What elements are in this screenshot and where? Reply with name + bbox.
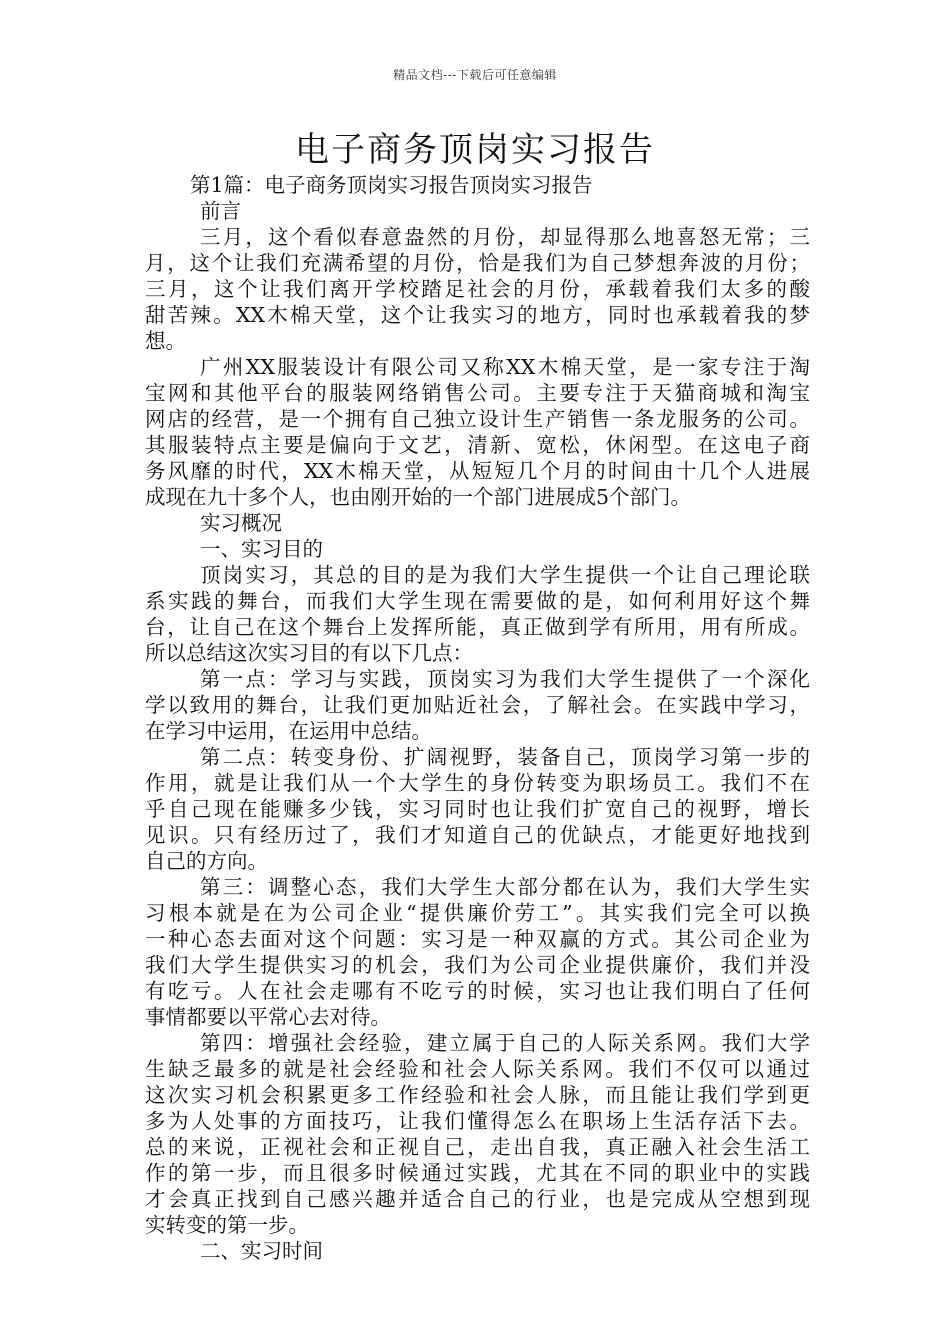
text-line: 三月，这个让我们离开学校踏足社会的月份，承载着我们太多的酸 (145, 277, 810, 301)
text-line: 系实践的舞台，而我们大学生现在需要做的是，如何利用好这个舞 (145, 589, 810, 613)
text-line: 才会真正找到自己感兴趣并适合自己的行业，也是完成从空想到现 (145, 1187, 810, 1211)
text-line: 广州XX服装设计有限公司又称XX木棉天堂，是一家专注于淘 (200, 355, 810, 379)
text-line: 三月，这个看似春意盎然的月份，却显得那么地喜怒无常；三 (200, 225, 810, 249)
text-line: 台，让自己在这个舞台上发挥所能，真正做到学有所用，用有所成。 (145, 615, 810, 639)
document-body (145, 172, 810, 1264)
text-line: 网店的经营，是一个拥有自己独立设计生产销售一条龙服务的公司。 (145, 407, 810, 431)
text-line: 月，这个让我们充满希望的月份，恰是我们为自己梦想奔波的月份； (145, 251, 810, 275)
text-line: 第一点：学习与实践，顶岗实习为我们大学生提供了一个深化 (200, 667, 810, 691)
text-line: 生缺乏最多的就是社会经验和社会人际关系网。我们不仅可以通过 (145, 1057, 810, 1081)
text-line: 有吃亏。人在社会走哪有不吃亏的时候，实习也让我们明白了任何 (145, 979, 810, 1003)
section-heading: 前言 (200, 199, 241, 223)
text-line: 第三：调整心态，我们大学生大部分都在认为，我们大学生实 (200, 875, 810, 899)
text-line: 总的来说，正视社会和正视自己，走出自我，真正融入社会生活工 (145, 1135, 810, 1159)
text-line: 实转变的第一步。 (145, 1213, 309, 1237)
text-line: 我们大学生提供实习的机会，我们为公司企业提供廉价，我们并没 (145, 953, 810, 977)
text-line: 自己的方向。 (145, 849, 268, 873)
text-line: 宝网和其他平台的服装网络销售公司。主要专注于天猫商城和淘宝 (145, 381, 810, 405)
text-line: 作用，就是让我们从一个大学生的身份转变为职场员工。我们不在 (145, 771, 810, 795)
section-heading: 一、实习目的 (200, 537, 323, 561)
text-line: 所以总结这次实习目的有以下几点： (145, 641, 473, 665)
text-line: 多为人处事的方面技巧，让我们懂得怎么在职场上生活存活下去。 (145, 1109, 810, 1133)
text-line: 其服装特点主要是偏向于文艺，清新、宽松，休闲型。在这电子商 (145, 433, 810, 457)
document-title: 电子商务顶岗实习报告 (295, 130, 655, 170)
text-line: 习根本就是在为公司企业“提供廉价劳工”。其实我们完全可以换 (145, 901, 810, 925)
text-line: 事情都要以平常心去对待。 (145, 1005, 391, 1029)
text-line: 乎自己现在能赚多少钱，实习同时也让我们扩宽自己的视野，增长 (145, 797, 810, 821)
text-line: 成现在九十多个人，也由刚开始的一个部门进展成5个部门。 (145, 485, 692, 509)
text-line: 学以致用的舞台，让我们更加贴近社会，了解社会。在实践中学习， (145, 693, 810, 717)
text-line: 顶岗实习，其总的目的是为我们大学生提供一个让自己理论联 (200, 563, 810, 587)
text-line: 第二点：转变身份、扩阔视野，装备自己，顶岗学习第一步的 (200, 745, 810, 769)
text-line: 见识。只有经历过了，我们才知道自己的优缺点，才能更好地找到 (145, 823, 810, 847)
text-line: 一种心态去面对这个问题：实习是一种双赢的方式。其公司企业为 (145, 927, 810, 951)
header-note: 精品文档---下载后可任意编辑 (393, 68, 557, 82)
section-heading: 实习概况 (200, 511, 282, 535)
text-line: 作的第一步，而且很多时候通过实践，尤其在不同的职业中的实践 (145, 1161, 810, 1185)
text-line: 第四：增强社会经验，建立属于自己的人际关系网。我们大学 (200, 1031, 810, 1055)
section-heading: 二、实习时间 (200, 1239, 323, 1263)
chapter-heading: 第1篇：电子商务顶岗实习报告顶岗实习报告 (190, 173, 593, 197)
text-line: 甜苦辣。XX木棉天堂，这个让我实习的地方，同时也承载着我的梦 (145, 303, 810, 327)
text-line: 这次实习机会积累更多工作经验和社会人脉，而且能让我们学到更 (145, 1083, 810, 1107)
text-line: 想。 (145, 329, 186, 353)
text-line: 在学习中运用，在运用中总结。 (145, 719, 432, 743)
text-line: 务风靡的时代，XX木棉天堂，从短短几个月的时间由十几个人进展 (145, 459, 810, 483)
